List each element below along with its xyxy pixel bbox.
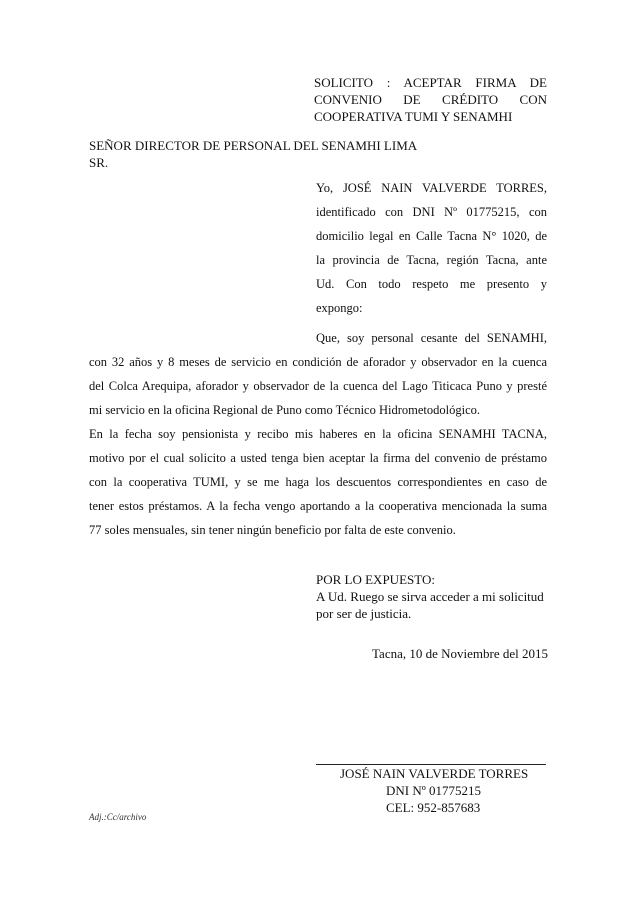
- body-paragraph: [89, 326, 547, 542]
- body-line: con 32 años y 8 meses de servicio en condición de aforador y observador en la cuenca: [89, 355, 547, 369]
- body-line: mi servicio en la oficina Regional de Puno como Técnico Hidrometodológico.: [89, 403, 480, 417]
- body-line: con la cooperativa TUMI, y se me haga los descuentos correspondientes en caso de: [89, 475, 547, 489]
- signature-block: [316, 765, 548, 816]
- addressee-salutation: SR.: [89, 155, 109, 170]
- subject-line: COOPERATIVA TUMI Y SENAMHI: [314, 109, 513, 124]
- subject-line: SOLICITO : ACEPTAR FIRMA DE: [314, 75, 547, 90]
- intro-line: Yo, JOSÉ NAIN VALVERDE TORRES,: [316, 181, 547, 195]
- intro-line: Ud. Con todo respeto me presento y: [316, 277, 547, 291]
- body-line: motivo por el cual solicito a usted tenga bien aceptar la firma del convenio de préstamo: [89, 451, 547, 465]
- addressee-title: SEÑOR DIRECTOR DE PERSONAL DEL SENAMHI LIMA: [89, 138, 418, 153]
- body-line: En la fecha soy pensionista y recibo mis haberes en la oficina SENAMHI TACNA,: [89, 427, 547, 441]
- signer-dni: DNI Nº 01775215: [386, 783, 482, 798]
- body-line: del Colca Arequipa, aforador y observador de la cuenca del Lago Titicaca Puno y presté: [89, 379, 547, 393]
- place-date: Tacna, 10 de Noviembre del 2015: [372, 646, 548, 661]
- attachment-note: Adj.:Cc/archivo: [89, 812, 147, 822]
- closing-heading: POR LO EXPUESTO:: [316, 572, 435, 587]
- addressee-block: [89, 137, 449, 171]
- body-line: Que, soy personal cesante del SENAMHI,: [316, 331, 547, 345]
- subject-block: [314, 74, 547, 125]
- closing-block: [316, 571, 556, 622]
- closing-request: A Ud. Ruego se sirva acceder a mi solicitud: [316, 589, 544, 604]
- subject-line: CONVENIO DE CRÉDITO CON: [314, 92, 547, 107]
- signer-phone: CEL: 952-857683: [386, 800, 481, 815]
- intro-line: domicilio legal en Calle Tacna N° 1020, de: [316, 229, 547, 243]
- intro-paragraph: [316, 176, 547, 320]
- intro-line: la provincia de Tacna, región Tacna, ante: [316, 253, 547, 267]
- body-line: tener estos préstamos. A la fecha vengo aportando a la cooperativa mencionada la suma: [89, 499, 547, 513]
- intro-line: expongo:: [316, 301, 363, 315]
- signer-name: JOSÉ NAIN VALVERDE TORRES: [340, 766, 529, 781]
- intro-line: identificado con DNI Nº 01775215, con: [316, 205, 547, 219]
- body-line: 77 soles mensuales, sin tener ningún beneficio por falta de este convenio.: [89, 523, 456, 537]
- closing-justice: por ser de justicia.: [316, 606, 412, 621]
